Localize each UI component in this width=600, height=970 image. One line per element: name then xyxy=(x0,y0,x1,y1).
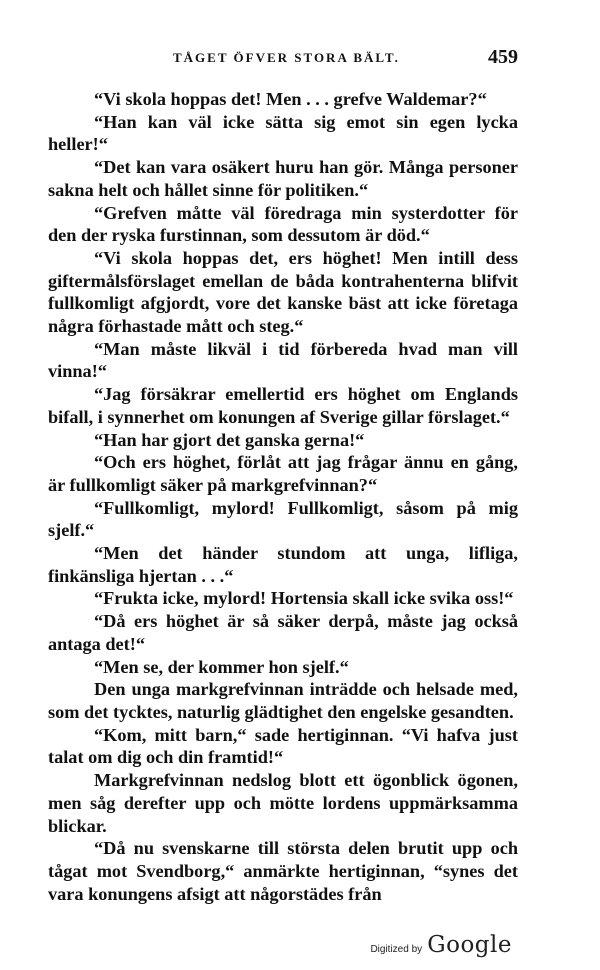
digitized-watermark xyxy=(370,932,512,964)
paragraph: “Då ers höghet är så säker derpå, måste jag också antaga det!“ xyxy=(48,611,518,654)
paragraph: “Vi skola hoppas det! Men . . . grefve Waldemar?“ xyxy=(94,89,487,109)
paragraph: “Men se, der kommer hon sjelf.“ xyxy=(94,656,349,677)
paragraph: Markgrefvinnan nedslog blott ett ögonblick ögonen, men såg derefter upp och mötte lordens uppmärksamma blickar. xyxy=(48,770,518,836)
paragraph: “Frukta icke, mylord! Hortensia skall icke svika oss!“ xyxy=(94,588,514,609)
google-logo: Google xyxy=(427,932,512,958)
paragraph: “Då nu svenskarne till största delen brutit upp och tågat mot Svendborg,“ anmärkte hertiginnan, “synes det vara konungens afsigt att någorstädes från xyxy=(48,838,518,904)
body-text xyxy=(48,88,518,905)
paragraph: “Vi skola hoppas det, ers höghet! Men intill dess giftermålsförslaget emellan de båda kontrahenterna blifvit fullkomligt afgjordt, vore det kanske bäst att icke företaga några förhastade mått och steg.“ xyxy=(48,247,518,337)
running-head: TÅGET ÖFVER STORA BÄLT. xyxy=(173,50,400,65)
paragraph: “Kom, mitt barn,“ sade hertiginnan. “Vi hafva just talat om dig och din framtid!“ xyxy=(48,724,518,768)
paragraph: Den unga markgrefvinnan inträdde och helsade med, som det tycktes, naturlig glädtighet den engelske gesandten. xyxy=(48,679,518,722)
digitized-label: Digitized by xyxy=(370,944,423,955)
paragraph: “Man måste likväl i tid förbereda hvad man vill vinna!“ xyxy=(48,338,518,382)
paragraph: “Grefven måtte väl föredraga min systerdotter för den der ryska furstinnan, som dessutom är död.“ xyxy=(48,202,518,246)
paragraph: “Fullkomligt, mylord! Fullkomligt, såsom på mig sjelf.“ xyxy=(48,497,518,541)
paragraph: “Han kan väl icke sätta sig emot sin egen lycka heller!“ xyxy=(48,111,518,155)
paragraph: “Han har gjort det ganska gerna!“ xyxy=(94,429,365,450)
page-header xyxy=(48,48,518,76)
paragraph: “Det kan vara osäkert huru han gör. Många personer sakna helt och hållet sinne för politiken.“ xyxy=(48,157,518,200)
paragraph: “Men det händer stundom att unga, lifliga, finkänsliga hjertan . . .“ xyxy=(48,543,518,586)
paragraph: “Jag försäkrar emellertid ers höghet om Englands bifall, i synnerhet om konungen af Sverige gillar förslaget.“ xyxy=(48,384,518,427)
paragraph: “Och ers höghet, förlåt att jag frågar ännu en gång, är fullkomligt säker på markgrefvinnan?“ xyxy=(48,452,518,495)
page-number: 459 xyxy=(488,46,518,68)
